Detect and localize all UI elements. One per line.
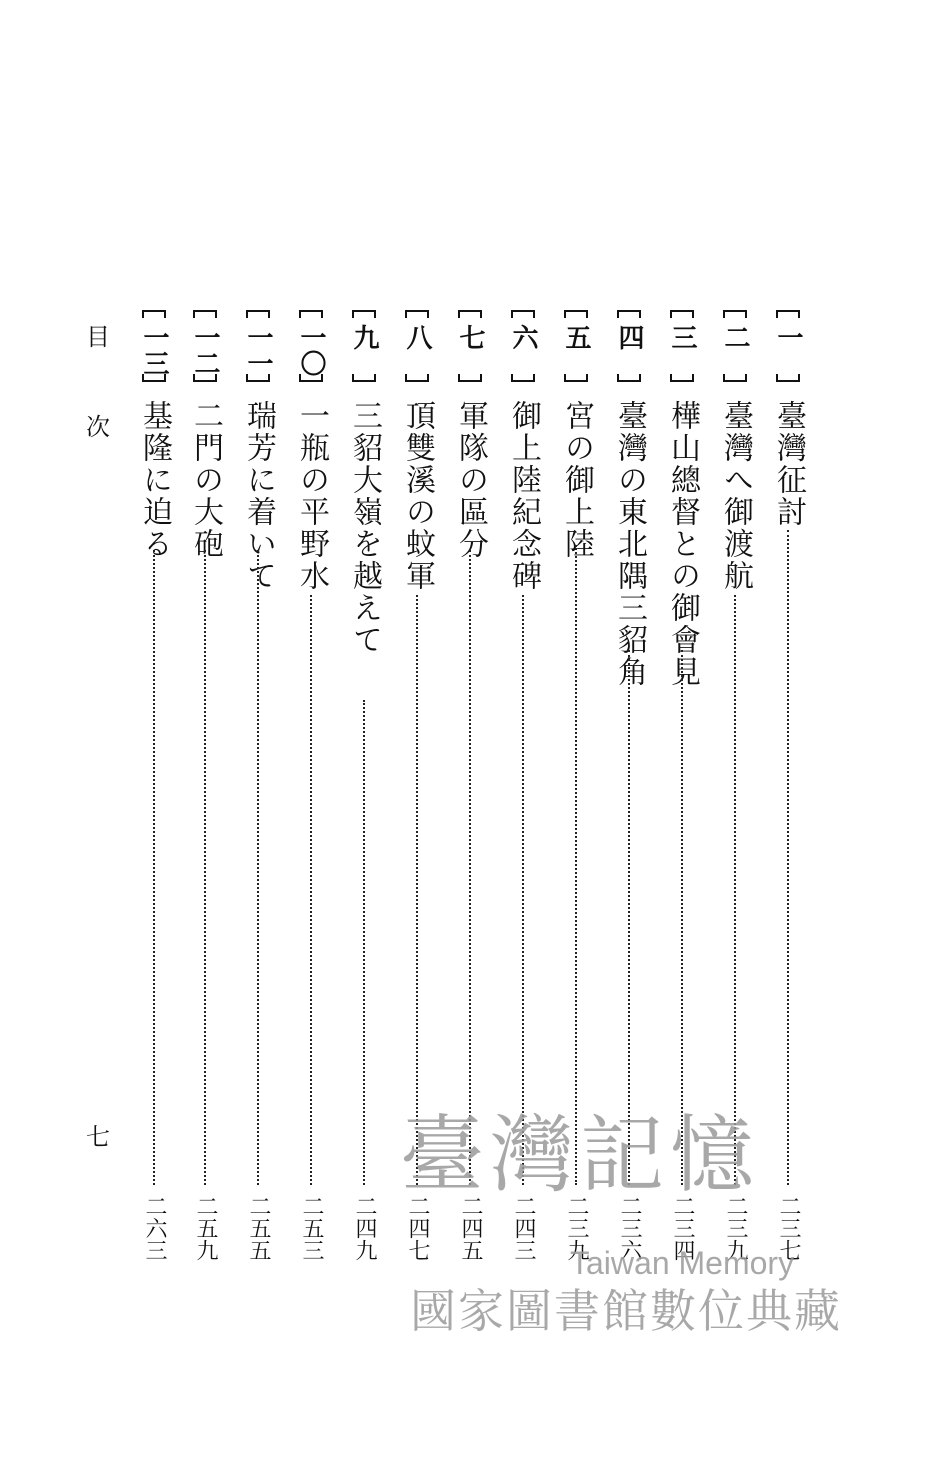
chapter-number: 一〇 [287, 310, 335, 382]
chapter-title: 頂雙溪の蚊軍 [400, 400, 435, 592]
chapter-title: 臺灣の東北隅三貂角 [612, 400, 647, 688]
chapter-title: 臺灣へ御渡航 [718, 400, 753, 592]
page-reference: 二五九 [193, 1195, 218, 1261]
running-head-char: 次 [86, 413, 110, 441]
chapter-number: 一 [764, 310, 812, 382]
dot-leader [575, 545, 579, 1185]
chapter-title: 二門の大砲 [188, 400, 223, 560]
dot-leader [522, 595, 526, 1185]
chapter-title: 臺灣征討 [771, 400, 806, 528]
chapter-number: 一二 [181, 310, 229, 382]
page-reference: 二三九 [723, 1195, 748, 1261]
chapter-title: 樺山總督との御會見 [665, 400, 700, 688]
chapter-title: 瑞芳に着いて [241, 400, 276, 592]
chapter-title: 一瓶の平野水 [294, 400, 329, 592]
toc-entry[interactable] [181, 300, 229, 1265]
running-head-char: 目 [86, 323, 110, 351]
dot-leader [787, 530, 791, 1185]
chapter-title: 軍隊の區分 [453, 400, 488, 560]
chapter-number: 七 [446, 310, 494, 382]
page-reference: 二三六 [617, 1195, 642, 1261]
chapter-title: 御上陸紀念碑 [506, 400, 541, 592]
dot-leader [204, 550, 208, 1185]
chapter-number: 四 [605, 310, 653, 382]
watermark-title: 臺灣記憶 [400, 1106, 761, 1204]
chapter-number: 九 [340, 310, 388, 382]
chapter-number: 八 [393, 310, 441, 382]
watermark-english: Taiwan Memory [570, 1245, 795, 1281]
dot-leader [363, 700, 367, 1185]
page-reference: 二三七 [776, 1195, 801, 1261]
watermark-library: 國家圖書館數位典藏 [410, 1285, 842, 1337]
chapter-number: 三 [658, 310, 706, 382]
page-number-folio: 七 [86, 1123, 110, 1151]
dot-leader [310, 595, 314, 1185]
page-reference: 二六三 [142, 1195, 167, 1261]
chapter-number: 一一 [234, 310, 282, 382]
page-reference: 二三九 [564, 1195, 589, 1261]
toc-entry[interactable] [287, 300, 335, 1265]
toc-entry[interactable] [234, 300, 282, 1265]
chapter-number: 六 [499, 310, 547, 382]
page-reference: 二五五 [246, 1195, 271, 1261]
page-reference: 二五三 [299, 1195, 324, 1261]
chapter-title: 三貂大嶺を越えて [347, 400, 382, 656]
page-reference: 二四三 [511, 1195, 536, 1261]
toc-entry[interactable] [340, 300, 388, 1265]
dot-leader [734, 595, 738, 1185]
chapter-number: 二 [711, 310, 759, 382]
page-reference: 二四七 [405, 1195, 430, 1261]
chapter-number: 一三 [130, 310, 178, 382]
chapter-title: 宮の御上陸 [559, 400, 594, 560]
dot-leader [469, 550, 473, 1185]
page-reference: 二三四 [670, 1195, 695, 1261]
running-head [80, 323, 116, 1151]
page-reference: 二四五 [458, 1195, 483, 1261]
chapter-number: 五 [552, 310, 600, 382]
dot-leader [257, 550, 261, 1185]
dot-leader [416, 595, 420, 1185]
dot-leader [153, 550, 157, 1185]
toc-entry[interactable] [130, 300, 178, 1265]
page-reference: 二四九 [352, 1195, 377, 1261]
library-watermark [400, 1105, 880, 1345]
chapter-title: 基隆に迫る [137, 400, 172, 560]
